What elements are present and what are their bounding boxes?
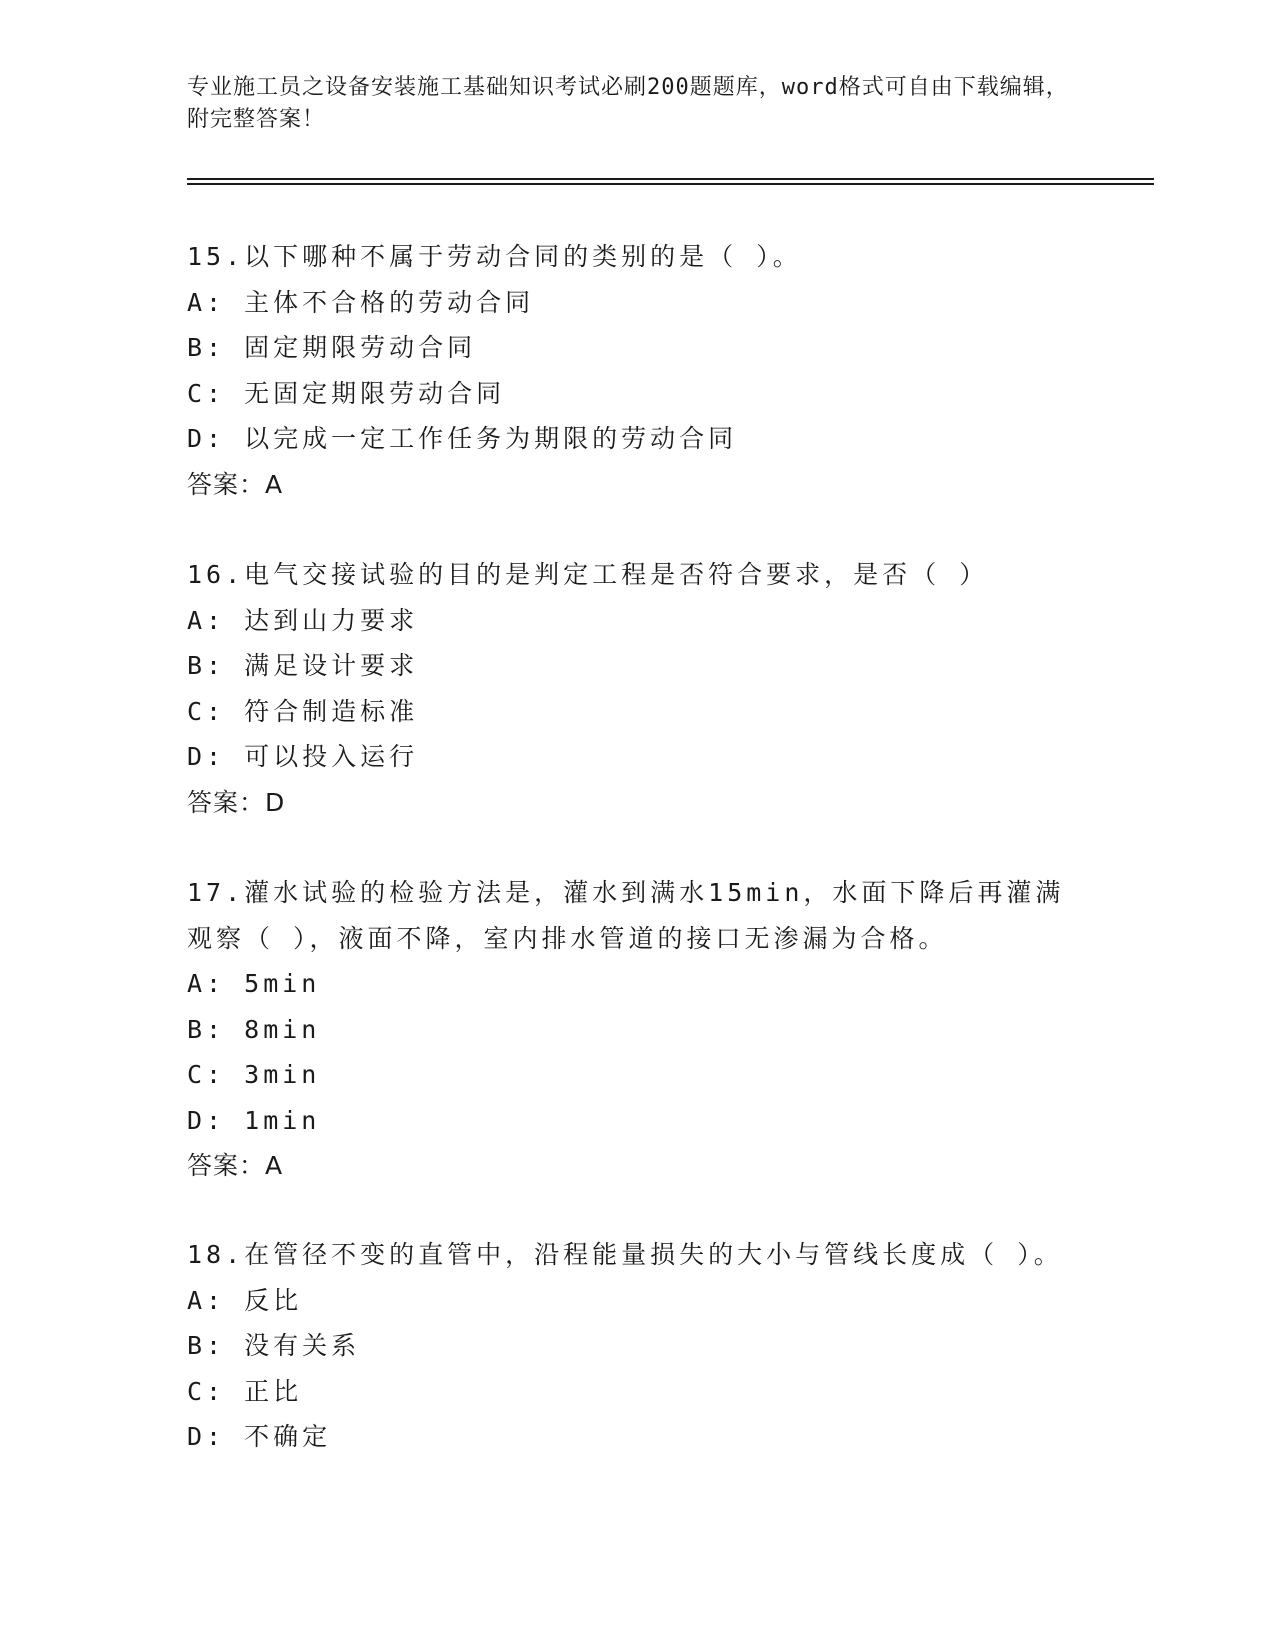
answer: 答案：D xyxy=(187,787,286,817)
option-d: D: 1min xyxy=(187,1105,321,1135)
option-b: B: 满足设计要求 xyxy=(187,651,419,680)
option-d: D: 可以投入运行 xyxy=(187,742,419,771)
question-stem: 18.在管径不变的直管中，沿程能量损失的大小与管线长度成（ ）。 xyxy=(187,1240,1063,1269)
option-c: C: 3min xyxy=(187,1060,321,1089)
option-d: D: 以完成一定工作任务为期限的劳动合同 xyxy=(187,424,738,453)
option-b: B: 固定期限劳动合同 xyxy=(187,333,477,362)
option-d: D: 不确定 xyxy=(187,1422,332,1451)
header-divider-top xyxy=(187,178,1154,180)
question-stem: 16.电气交接试验的目的是判定工程是否符合要求，是否（ ） xyxy=(187,560,989,589)
header-divider-bottom xyxy=(187,183,1154,185)
answer: 答案：A xyxy=(187,1151,284,1180)
answer: 答案：A xyxy=(187,469,284,499)
question-15 xyxy=(187,234,1087,507)
question-16 xyxy=(187,552,1087,825)
option-b: B: 8min xyxy=(187,1014,321,1044)
document-header: 专业施工员之设备安装施工基础知识考试必刷200题题库，word格式可自由下载编辑，附完整答案！ xyxy=(187,75,1069,132)
question-stem: 15.以下哪种不属于劳动合同的类别的是（ ）。 xyxy=(187,242,802,271)
question-18 xyxy=(187,1232,1087,1460)
question-stem: 17.灌水试验的检验方法是，灌水到满水15min，水面下降后再灌满观察（ ），液面不降，室内排水管道的接口无渗漏为合格。 xyxy=(187,878,1065,953)
option-b: B: 没有关系 xyxy=(187,1331,361,1360)
option-c: C: 符合制造标准 xyxy=(187,696,419,726)
question-17 xyxy=(187,870,1087,1189)
option-a: A: 反比 xyxy=(187,1285,303,1315)
option-c: C: 无固定期限劳动合同 xyxy=(187,378,506,408)
option-c: C: 正比 xyxy=(187,1376,303,1406)
option-a: A: 5min xyxy=(187,969,321,998)
option-a: A: 主体不合格的劳动合同 xyxy=(187,287,535,317)
option-a: A: 达到山力要求 xyxy=(187,605,419,635)
